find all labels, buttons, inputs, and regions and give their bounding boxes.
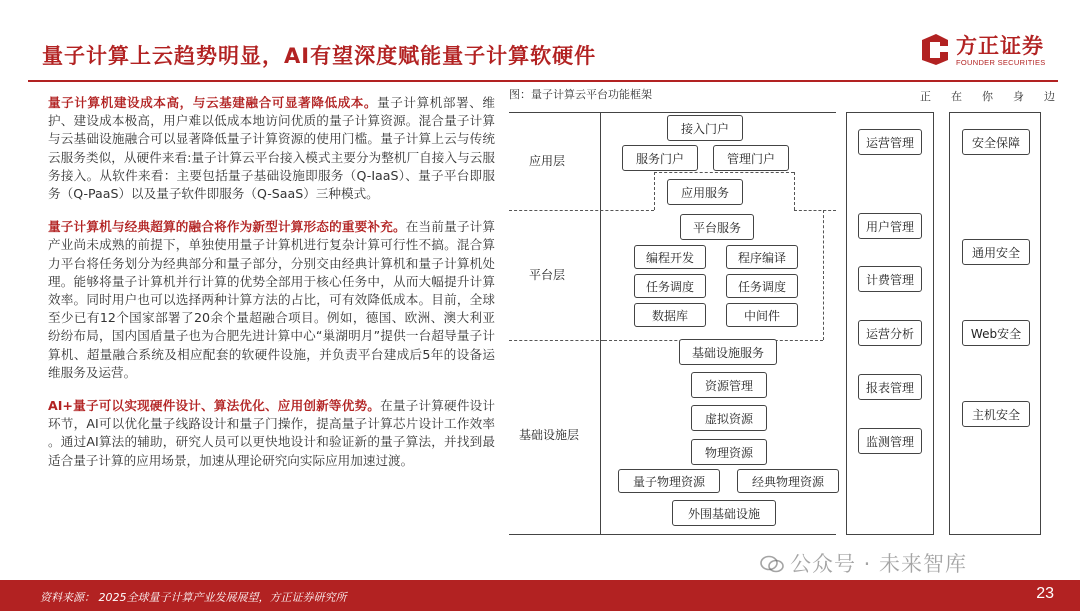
prog-dev-box: 编程开发 xyxy=(634,245,706,269)
frame-right-dashed xyxy=(823,210,824,340)
portal-box: 接入门户 xyxy=(667,115,743,141)
layer-label-infra: 基础设施层 xyxy=(519,428,580,442)
paragraph-lead: 量子计算机建设成本高，与云基建融合可显著降低成本。 xyxy=(48,95,378,110)
paragraph-ai xyxy=(48,397,495,470)
mgmt-analysis-box: 运营分析 xyxy=(858,320,922,346)
framework-diagram xyxy=(507,86,1052,571)
page-title: 量子计算上云趋势明显，AI有望深度赋能量子计算软硬件 xyxy=(42,44,597,68)
app-platform-boundary-right xyxy=(794,210,836,211)
resource-mgmt-box: 资源管理 xyxy=(691,372,767,398)
slogan-char: 正 xyxy=(920,90,931,103)
paragraph-lead: 量子计算机与经典超算的融合将作为新型计算形态的重要补充。 xyxy=(48,219,406,235)
app-service-notch-top xyxy=(654,172,794,173)
mgmt-ops-box: 运营管理 xyxy=(858,129,922,155)
paragraph-cloud xyxy=(48,94,495,203)
platform-infra-boundary xyxy=(509,340,604,341)
paragraph-hybrid xyxy=(48,218,495,382)
mgmt-monitor-box: 监测管理 xyxy=(858,428,922,454)
figure-caption: 图：量子计算云平台功能框架 xyxy=(509,88,652,101)
slogan-char: 你 xyxy=(982,90,993,103)
service-portal-box: 服务门户 xyxy=(622,145,698,171)
slogan-char: 边 xyxy=(1044,90,1055,103)
watermark xyxy=(760,548,967,578)
source-note: 资料来源： 2025全球量子计算产业发展展望，方正证券研究所 xyxy=(40,591,347,604)
logo-name-en: FOUNDER SECURITIES xyxy=(956,58,1046,67)
task-sched-box-1: 任务调度 xyxy=(634,274,706,298)
watermark-text: 公众号 · 未来智库 xyxy=(790,552,968,576)
peripheral-box: 外围基础设施 xyxy=(672,500,776,526)
prog-compile-box: 程序编译 xyxy=(726,245,798,269)
security-host-box: 主机安全 xyxy=(962,401,1030,427)
platform-service-box: 平台服务 xyxy=(680,214,754,240)
security-general-box: 通用安全 xyxy=(962,239,1030,265)
middleware-box: 中间件 xyxy=(726,303,798,327)
app-service-notch-right xyxy=(794,172,795,210)
security-web-box: Web安全 xyxy=(962,320,1030,346)
paragraph-lead: AI+量子可以实现硬件设计、算法优化、应用创新等优势。 xyxy=(48,398,381,414)
classic-phys-box: 经典物理资源 xyxy=(737,469,839,493)
body-text xyxy=(48,94,495,485)
quantum-phys-box: 量子物理资源 xyxy=(618,469,720,493)
paragraph-body: 在量子计算硬件设计环节，AI可以优化量子线路设计和量子门操作，提高量子计算芯片设计工作效率 。通过AI算法的辅助，研究人员可以更快地设计和验证新的量子算法，并找到最适合量子计算的应用场景，加速从理论研究向实际应用加速过渡。 xyxy=(48,398,495,468)
founder-logo xyxy=(918,30,1058,70)
layer-label-platform: 平台层 xyxy=(529,268,566,282)
slogan-char: 在 xyxy=(951,90,962,103)
app-service-box: 应用服务 xyxy=(667,179,743,205)
layer-label-app: 应用层 xyxy=(529,154,566,168)
mgmt-user-box: 用户管理 xyxy=(858,213,922,239)
mgmt-billing-box: 计费管理 xyxy=(858,266,922,292)
header-divider xyxy=(28,80,1058,82)
database-box: 数据库 xyxy=(634,303,706,327)
wechat-icon xyxy=(760,555,784,573)
app-platform-boundary xyxy=(509,210,654,211)
paragraph-body: 量子计算机部署、维护、建设成本极高，用户难以低成本地访问优质的量子计算资源。混合量子计算与云基础设施融合可以显著降低量子计算资源的使用门槛。量子计算上云与传统云服务类似，从硬件来看:量子计算云平台接入模式主要分为整机厂自接入与云服务接入。从软件来看：主要包括量子基础设施即服务（Q-IaaS）、量子平台即服务（Q-PaaS）以及量子软件即服务（Q-SaaS）三种模式。 xyxy=(48,95,496,202)
layer-column-divider xyxy=(600,112,601,535)
paragraph-body: 在当前量子计算产业尚未成熟的前提下，单独使用量子计算机进行复杂计算可行性不搞。混合算力平台将任务划分为经典部分和量子部分，分别交由经典计算机和量子计算机处理。能够将量子计算机并行计算的优势全部用于核心任务中，从而大幅提升计算效率。同时用户也可以选择两种计算方法的占比，可有效降低成本。目前，全球至少已有12个国家部署了20余个量超融合项目。例如，德国、欧洲、澳大利亚纷纷布局，国内国盾量子也为合肥先进计算中心“巢湖明月”提供一台超导量子计算机、超量融合系统及相应配套的软硬件设施，并负责平台建成后5年的设备运维服务及运营。 xyxy=(48,219,496,380)
mgmt-portal-box: 管理门户 xyxy=(713,145,789,171)
physical-res-box: 物理资源 xyxy=(691,439,767,465)
virtual-res-box: 虚拟资源 xyxy=(691,405,767,431)
task-sched-box-2: 任务调度 xyxy=(726,274,798,298)
app-service-notch-left xyxy=(654,172,655,210)
page-number: 23 xyxy=(1036,585,1054,602)
security-assurance-box: 安全保障 xyxy=(962,129,1030,155)
slogan-char: 身 xyxy=(1013,90,1024,103)
infra-service-box: 基础设施服务 xyxy=(679,339,777,365)
mgmt-report-box: 报表管理 xyxy=(858,374,922,400)
logo-name-cn: 方正证券 xyxy=(956,34,1044,58)
founder-logo-icon xyxy=(918,32,952,66)
